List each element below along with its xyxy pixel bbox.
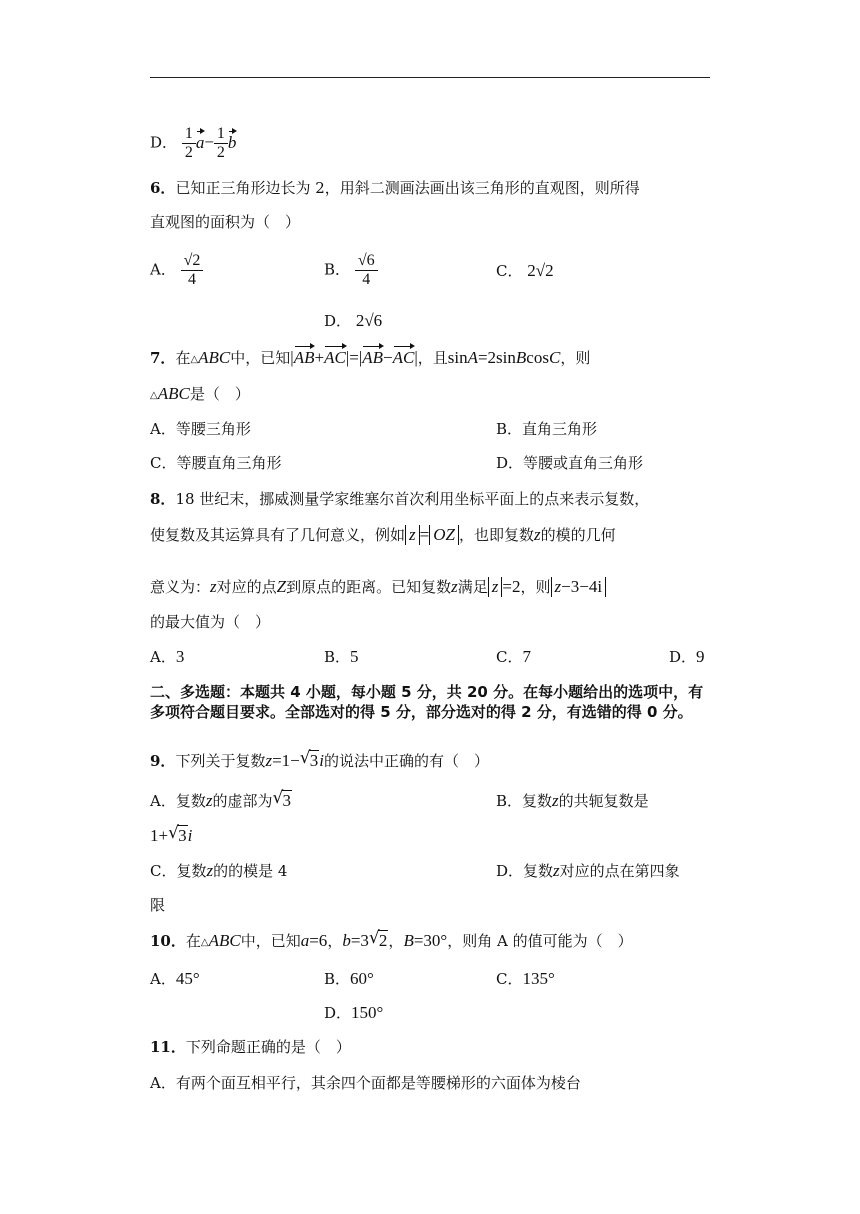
q10-option-b: B．60° <box>324 969 374 988</box>
q8-stem-line3: 意义为：z对应的点Z到原点的距离。已知复数z满足 z =2，则 z−3−4i <box>150 576 606 598</box>
fraction-half: $\frac{1}{2}$ <box>182 125 196 162</box>
q8-option-b: B．5 <box>324 647 359 666</box>
q8-stem-line4: 的最大值为（ ） <box>150 613 271 631</box>
fraction-half: $\frac{1}{2}$ <box>214 125 228 162</box>
q7-option-c: C．等腰直角三角形 <box>150 454 282 472</box>
q11-stem: 11．下列命题正确的是（ ） <box>150 1038 351 1056</box>
q10-option-a: A．45° <box>150 969 200 988</box>
question-number: 6． <box>150 179 176 197</box>
q9-option-b: B．复数z的共轭复数是 <box>496 791 649 810</box>
q7-stem-line1: 7．在△ABC中，已知|AB+AC|=|AB−AC|，且sinA=2sinBcosC，则 <box>150 348 591 367</box>
q9-option-a: A．复数z的虚部为 √ 3 <box>150 788 291 810</box>
q6-option-b: B． $\frac{√6}{4}$ <box>324 252 378 289</box>
q9-option-c: C．复数z的的模是 4 <box>150 861 288 880</box>
q8-stem-line1: 8．18 世纪末，挪威测量学家维塞尔首次利用坐标平面上的点来表示复数， <box>150 490 650 508</box>
q10-stem: 10．在△ABC中，已知a=6，b=3 √ 2，B=30°，则角 A 的值可能为（ ） <box>150 928 633 950</box>
q7-option-b: B．直角三角形 <box>496 420 598 438</box>
q6-option-c: C． 2√2 <box>496 261 554 280</box>
vector-a: a <box>195 132 205 152</box>
q7-option-d: D．等腰或直角三角形 <box>496 454 644 472</box>
q7-stem-line2: △ABC是（ ） <box>150 384 250 403</box>
section-heading-multi-choice: 二、多选题：本题共 4 小题，每小题 5 分，共 20 分。在每小题给出的选项中，有多项符合题目要求。全部选对的得 5 分，部分选对的得 2 分，有选错的得 0 分。 <box>150 683 704 721</box>
q10-option-d: D．150° <box>324 1003 384 1022</box>
q8-option-d: D．9 <box>669 647 705 666</box>
q6-option-d: D． 2√6 <box>324 311 383 330</box>
q9-option-d: D．复数z对应的点在第四象 <box>496 861 680 880</box>
q6-stem-line1: 6．已知正三角形边长为 2，用斜二测画法画出该三角形的直观图，则所得 <box>150 179 640 197</box>
q9-stem: 9．下列关于复数z=1− √ 3i的说法中正确的有（ ） <box>150 748 490 770</box>
q7-option-a: A．等腰三角形 <box>150 420 251 438</box>
q5-option-d: D． $\frac{1}{2}$ a− $\frac{1}{2}$ b <box>150 125 237 161</box>
q8-stem-line2: 使复数及其运算具有了几何意义，例如 z = OZ ，也即复数z的模的几何 <box>150 525 616 544</box>
q10-option-c: C．135° <box>496 969 555 988</box>
q9-option-b-cont: 1+ √ 3i <box>150 823 193 845</box>
q8-option-a: A．3 <box>150 647 185 666</box>
q6-stem-line2: 直观图的面积为（ ） <box>150 213 301 231</box>
header-rule <box>150 77 710 78</box>
q8-option-c: C．7 <box>496 647 531 666</box>
q6-option-a: A． $\frac{√2}{4}$ <box>150 252 203 289</box>
vector-b: b <box>227 132 237 152</box>
q9-option-d-cont: 限 <box>150 896 166 914</box>
q11-option-a: A．有两个面互相平行，其余四个面都是等腰梯形的六面体为棱台 <box>150 1074 581 1092</box>
